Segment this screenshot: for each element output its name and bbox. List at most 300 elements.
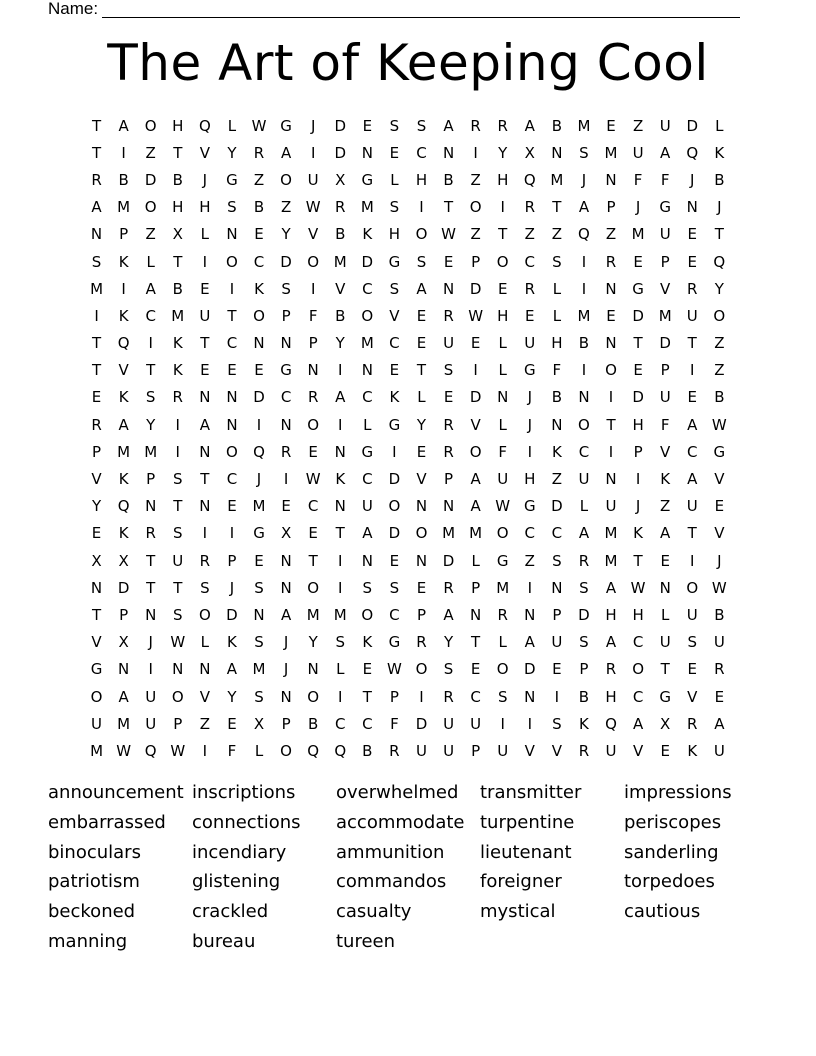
grid-letter: Z xyxy=(253,170,265,189)
grid-letter: P xyxy=(552,605,562,624)
grid-letter: M xyxy=(577,116,591,135)
grid-letter: M xyxy=(117,198,131,217)
grid-letter: U xyxy=(632,143,644,162)
grid-row xyxy=(83,221,733,248)
grid-letter: N xyxy=(442,497,455,516)
word-list-item: manning xyxy=(48,930,128,952)
grid-letter: N xyxy=(551,415,563,434)
grid-letter: A xyxy=(470,497,481,516)
grid-letter: E xyxy=(308,524,318,543)
grid-letter: Q xyxy=(578,225,590,244)
name-label: Name: xyxy=(48,0,99,18)
grid-letter: T xyxy=(173,578,183,597)
grid-letter: A xyxy=(91,198,102,217)
grid-letter: V xyxy=(470,415,481,434)
grid-letter: I xyxy=(202,741,208,760)
grid-letter: N xyxy=(551,143,563,162)
grid-letter: G xyxy=(280,361,292,380)
grid-letter: G xyxy=(523,361,536,380)
grid-letter: N xyxy=(280,415,292,434)
grid-letter: Q xyxy=(253,442,265,461)
grid-letter: E xyxy=(362,660,373,679)
grid-letter: N xyxy=(199,442,211,461)
grid-letter: U xyxy=(415,741,427,760)
grid-letter: N xyxy=(199,388,211,407)
grid-letter: I xyxy=(338,361,343,380)
grid-letter: F xyxy=(552,361,562,380)
grid-letter: I xyxy=(310,143,316,162)
grid-letter: G xyxy=(90,660,103,679)
grid-letter: U xyxy=(659,388,671,407)
grid-row xyxy=(83,601,733,628)
grid-letter: P xyxy=(606,198,616,217)
grid-letter: L xyxy=(498,633,507,652)
grid-letter: P xyxy=(633,442,643,461)
grid-letter: Q xyxy=(523,170,536,189)
grid-letter: N xyxy=(442,143,455,162)
grid-letter: O xyxy=(415,524,428,543)
grid-letter: P xyxy=(660,361,670,380)
grid-letter: Y xyxy=(498,143,508,162)
grid-letter: K xyxy=(254,279,264,298)
grid-letter: L xyxy=(579,497,589,516)
grid-letter: M xyxy=(360,334,374,353)
grid-letter: J xyxy=(635,198,641,217)
grid-row xyxy=(83,112,733,139)
grid-letter: I xyxy=(473,143,478,162)
grid-letter: F xyxy=(308,306,318,325)
grid-letter: L xyxy=(552,306,562,325)
grid-letter: W xyxy=(630,578,646,597)
grid-letter: M xyxy=(333,252,347,271)
grid-letter: B xyxy=(714,170,725,189)
grid-letter: W xyxy=(170,741,186,760)
grid-letter: P xyxy=(579,660,589,679)
grid-letter: R xyxy=(605,252,617,271)
grid-letter: S xyxy=(389,116,400,135)
grid-letter: E xyxy=(687,388,697,407)
grid-letter: Z xyxy=(551,225,562,244)
grid-letter: P xyxy=(119,605,129,624)
grid-letter: D xyxy=(469,279,482,298)
grid-letter: S xyxy=(389,198,400,217)
grid-letter: R xyxy=(497,116,508,135)
grid-letter: S xyxy=(497,687,508,706)
grid-letter: Y xyxy=(308,633,318,652)
grid-letter: I xyxy=(608,442,614,461)
grid-letter: A xyxy=(443,116,454,135)
grid-letter: N xyxy=(199,660,211,679)
grid-letter: L xyxy=(661,605,670,624)
grid-letter: U xyxy=(172,551,184,570)
grid-row xyxy=(83,248,733,275)
grid-row xyxy=(83,166,733,193)
grid-letter: I xyxy=(473,361,478,380)
grid-letter: H xyxy=(551,334,563,353)
grid-letter: R xyxy=(91,415,102,434)
grid-letter: V xyxy=(660,442,671,461)
grid-row xyxy=(83,357,733,384)
grid-letter: N xyxy=(118,660,130,679)
grid-letter: E xyxy=(227,361,237,380)
grid-letter: T xyxy=(633,334,643,353)
grid-letter: B xyxy=(551,388,563,407)
grid-letter: N xyxy=(145,605,157,624)
grid-letter: S xyxy=(227,198,237,217)
grid-letter: K xyxy=(687,741,698,760)
grid-letter: S xyxy=(687,633,698,652)
grid-letter: L xyxy=(498,415,507,434)
grid-letter: N xyxy=(605,334,617,353)
word-list-item: torpedoes xyxy=(624,871,715,893)
grid-letter: E xyxy=(660,551,670,570)
grid-letter: A xyxy=(118,687,129,706)
grid-letter: Y xyxy=(416,415,427,434)
grid-letter: I xyxy=(419,687,424,706)
grid-letter: A xyxy=(443,605,454,624)
grid-letter: E xyxy=(389,143,400,162)
grid-letter: S xyxy=(254,687,264,706)
grid-letter: H xyxy=(388,225,401,244)
grid-letter: C xyxy=(389,605,400,624)
grid-letter: S xyxy=(443,660,454,679)
grid-letter: E xyxy=(254,361,264,380)
grid-letter: E xyxy=(281,497,291,516)
grid-row xyxy=(83,275,733,302)
grid-letter: K xyxy=(172,361,183,380)
grid-letter: N xyxy=(686,198,698,217)
grid-letter: L xyxy=(552,279,562,298)
word-list-item: embarrassed xyxy=(48,811,166,833)
grid-letter: S xyxy=(200,578,210,597)
grid-letter: S xyxy=(443,361,454,380)
grid-letter: H xyxy=(605,687,617,706)
grid-letter: E xyxy=(633,361,643,380)
grid-letter: I xyxy=(690,361,695,380)
grid-letter: T xyxy=(443,198,454,217)
grid-letter: N xyxy=(172,660,184,679)
grid-letter: I xyxy=(581,252,587,271)
grid-letter: S xyxy=(552,714,562,733)
grid-letter: T xyxy=(91,143,102,162)
grid-letter: T xyxy=(687,524,697,543)
grid-letter: S xyxy=(579,578,589,597)
grid-row xyxy=(83,493,733,520)
grid-letter: Z xyxy=(714,334,725,353)
grid-letter: V xyxy=(687,687,698,706)
grid-letter: U xyxy=(443,714,455,733)
grid-letter: R xyxy=(91,170,102,189)
grid-letter: K xyxy=(118,470,129,489)
grid-letter: O xyxy=(388,497,401,516)
grid-letter: D xyxy=(361,252,374,271)
word-list-item: impressions xyxy=(624,782,732,803)
grid-letter: R xyxy=(470,116,481,135)
grid-letter: H xyxy=(172,116,184,135)
grid-letter: Z xyxy=(470,170,481,189)
grid-letter: G xyxy=(659,198,671,217)
grid-letter: U xyxy=(605,741,617,760)
grid-letter: P xyxy=(92,442,102,461)
grid-letter: P xyxy=(389,687,399,706)
grid-letter: D xyxy=(226,605,238,624)
grid-row xyxy=(83,465,733,492)
grid-letter: N xyxy=(199,497,211,516)
grid-letter: E xyxy=(200,361,210,380)
grid-letter: B xyxy=(714,388,725,407)
grid-letter: M xyxy=(496,578,510,597)
grid-letter: O xyxy=(415,225,428,244)
grid-letter: W xyxy=(495,497,511,516)
grid-letter: U xyxy=(659,225,671,244)
grid-letter: U xyxy=(524,334,536,353)
grid-letter: E xyxy=(443,388,454,407)
grid-letter: A xyxy=(226,660,238,679)
word-list-item: periscopes xyxy=(624,811,722,833)
grid-letter: P xyxy=(471,741,481,760)
grid-letter: A xyxy=(280,605,292,624)
grid-letter: J xyxy=(581,170,587,189)
grid-letter: Z xyxy=(145,143,156,162)
word-list-item: transmitter xyxy=(480,782,582,803)
grid-letter: O xyxy=(226,442,238,461)
grid-letter: E xyxy=(416,334,427,353)
grid-letter: O xyxy=(469,198,482,217)
grid-letter: M xyxy=(577,306,591,325)
grid-letter: I xyxy=(419,198,424,217)
grid-letter: C xyxy=(551,524,563,543)
grid-letter: Q xyxy=(144,741,157,760)
grid-letter: N xyxy=(226,415,238,434)
grid-letter: D xyxy=(551,497,563,516)
grid-letter: O xyxy=(307,687,320,706)
grid-letter: R xyxy=(497,605,508,624)
grid-letter: W xyxy=(305,198,321,217)
grid-letter: R xyxy=(335,198,346,217)
grid-letter: N xyxy=(361,551,373,570)
grid-letter: E xyxy=(470,660,481,679)
grid-letter: N xyxy=(605,170,617,189)
grid-letter: E xyxy=(714,687,725,706)
grid-letter: N xyxy=(145,497,157,516)
grid-row xyxy=(83,710,733,737)
grid-letter: L xyxy=(390,170,399,189)
grid-letter: O xyxy=(226,252,238,271)
word-list-item: overwhelmed xyxy=(336,782,459,803)
grid-letter: U xyxy=(578,470,590,489)
grid-letter: A xyxy=(335,388,346,407)
grid-letter: N xyxy=(578,388,590,407)
grid-letter: K xyxy=(551,442,562,461)
grid-letter: T xyxy=(552,198,562,217)
grid-letter: D xyxy=(144,170,157,189)
grid-letter: P xyxy=(119,225,129,244)
grid-letter: Q xyxy=(605,714,617,733)
grid-letter: T xyxy=(173,252,183,271)
grid-letter: S xyxy=(362,578,373,597)
grid-letter: R xyxy=(253,143,265,162)
word-list-item: ammunition xyxy=(336,841,445,863)
grid-letter: Z xyxy=(470,225,481,244)
grid-letter: B xyxy=(172,170,183,189)
grid-letter: Z xyxy=(605,225,617,244)
grid-letter: T xyxy=(91,334,102,353)
grid-letter: T xyxy=(227,306,237,325)
grid-letter: C xyxy=(470,687,481,706)
grid-letter: I xyxy=(121,143,126,162)
grid-letter: M xyxy=(333,605,347,624)
grid-letter: E xyxy=(362,116,373,135)
page-title: The Art of Keeping Cool xyxy=(107,34,709,92)
grid-letter: Z xyxy=(524,225,535,244)
grid-letter: W xyxy=(711,578,727,597)
grid-letter: N xyxy=(307,660,319,679)
grid-letter: D xyxy=(388,470,401,489)
grid-letter: A xyxy=(687,415,698,434)
grid-letter: B xyxy=(362,741,373,760)
grid-letter: Y xyxy=(714,279,724,298)
grid-letter: A xyxy=(687,470,698,489)
word-list-item: commandos xyxy=(336,871,447,893)
grid-letter: I xyxy=(121,279,126,298)
grid-letter: T xyxy=(200,334,210,353)
grid-letter: C xyxy=(362,470,373,489)
grid-letter: L xyxy=(200,225,210,244)
grid-letter: W xyxy=(468,306,484,325)
grid-letter: N xyxy=(90,225,103,244)
grid-letter: L xyxy=(254,741,264,760)
grid-letter: U xyxy=(659,633,671,652)
grid-row xyxy=(83,302,733,329)
grid-letter: V xyxy=(551,741,562,760)
word-list-item: sanderling xyxy=(624,841,719,863)
grid-letter: W xyxy=(711,415,727,434)
grid-letter: I xyxy=(310,279,316,298)
grid-letter: E xyxy=(470,334,481,353)
grid-letter: S xyxy=(416,116,427,135)
grid-letter: V xyxy=(660,279,671,298)
grid-row xyxy=(83,194,733,221)
grid-letter: Z xyxy=(199,714,210,733)
grid-letter: N xyxy=(226,388,238,407)
grid-letter: C xyxy=(253,252,265,271)
grid-letter: A xyxy=(524,633,535,652)
grid-letter: S xyxy=(173,605,183,624)
grid-letter: T xyxy=(471,633,481,652)
grid-letter: D xyxy=(442,551,455,570)
grid-letter: Q xyxy=(686,143,699,162)
grid-letter: P xyxy=(227,551,237,570)
grid-letter: T xyxy=(91,361,102,380)
grid-letter: G xyxy=(496,551,509,570)
grid-letter: K xyxy=(172,334,183,353)
grid-letter: V xyxy=(308,225,319,244)
grid-letter: V xyxy=(118,361,129,380)
grid-letter: I xyxy=(148,334,153,353)
grid-letter: U xyxy=(713,741,725,760)
grid-letter: K xyxy=(118,252,129,271)
grid-letter: E xyxy=(416,578,427,597)
grid-letter: N xyxy=(659,578,671,597)
grid-letter: G xyxy=(361,170,374,189)
grid-letter: A xyxy=(605,578,617,597)
grid-letter: S xyxy=(579,143,589,162)
grid-letter: R xyxy=(524,279,535,298)
grid-letter: N xyxy=(524,605,536,624)
grid-letter: N xyxy=(280,687,292,706)
grid-letter: R xyxy=(524,198,535,217)
grid-letter: M xyxy=(171,306,185,325)
grid-letter: S xyxy=(552,252,562,271)
grid-letter: C xyxy=(280,388,292,407)
grid-letter: L xyxy=(498,361,507,380)
word-list-item: cautious xyxy=(624,901,701,923)
grid-letter: L xyxy=(227,116,237,135)
grid-letter: J xyxy=(527,388,532,407)
grid-letter: O xyxy=(307,578,320,597)
word-list-item: crackled xyxy=(192,901,269,923)
grid-letter: U xyxy=(470,714,482,733)
grid-letter: J xyxy=(635,497,641,516)
grid-letter: P xyxy=(660,252,670,271)
grid-letter: Q xyxy=(307,741,320,760)
grid-letter: N xyxy=(361,143,373,162)
grid-letter: P xyxy=(308,334,318,353)
grid-letter: M xyxy=(252,497,266,516)
grid-letter: I xyxy=(392,442,397,461)
grid-letter: O xyxy=(90,687,103,706)
grid-letter: R xyxy=(443,578,454,597)
grid-letter: T xyxy=(91,116,102,135)
grid-letter: E xyxy=(443,252,454,271)
grid-letter: D xyxy=(415,714,428,733)
grid-letter: E xyxy=(389,551,400,570)
grid-letter: W xyxy=(170,633,186,652)
grid-letter: M xyxy=(117,442,131,461)
grid-letter: A xyxy=(416,279,427,298)
grid-letter: A xyxy=(660,524,671,543)
grid-letter: M xyxy=(604,524,618,543)
word-list-item: bureau xyxy=(192,930,256,952)
grid-letter: M xyxy=(604,143,618,162)
grid-letter: O xyxy=(171,687,184,706)
grid-letter: D xyxy=(578,605,590,624)
grid-letter: G xyxy=(253,524,265,543)
grid-letter: S xyxy=(281,279,291,298)
grid-letter: G xyxy=(388,415,401,434)
grid-letter: N xyxy=(605,279,617,298)
grid-letter: E xyxy=(660,741,670,760)
grid-letter: W xyxy=(116,741,132,760)
grid-letter: O xyxy=(578,415,590,434)
grid-letter: W xyxy=(305,470,321,489)
grid-letter: I xyxy=(229,279,235,298)
grid-letter: D xyxy=(524,660,536,679)
grid-letter: Y xyxy=(227,687,237,706)
grid-row xyxy=(83,520,733,547)
grid-letter: U xyxy=(145,687,157,706)
grid-letter: X xyxy=(280,524,292,543)
grid-letter: G xyxy=(361,442,374,461)
grid-letter: P xyxy=(281,714,291,733)
word-list-item: casualty xyxy=(336,901,412,923)
grid-letter: M xyxy=(658,306,672,325)
grid-letter: C xyxy=(362,388,373,407)
name-underline xyxy=(102,2,740,18)
grid-letter: M xyxy=(252,660,266,679)
grid-letter: H xyxy=(415,170,428,189)
word-list-item: glistening xyxy=(192,871,281,893)
